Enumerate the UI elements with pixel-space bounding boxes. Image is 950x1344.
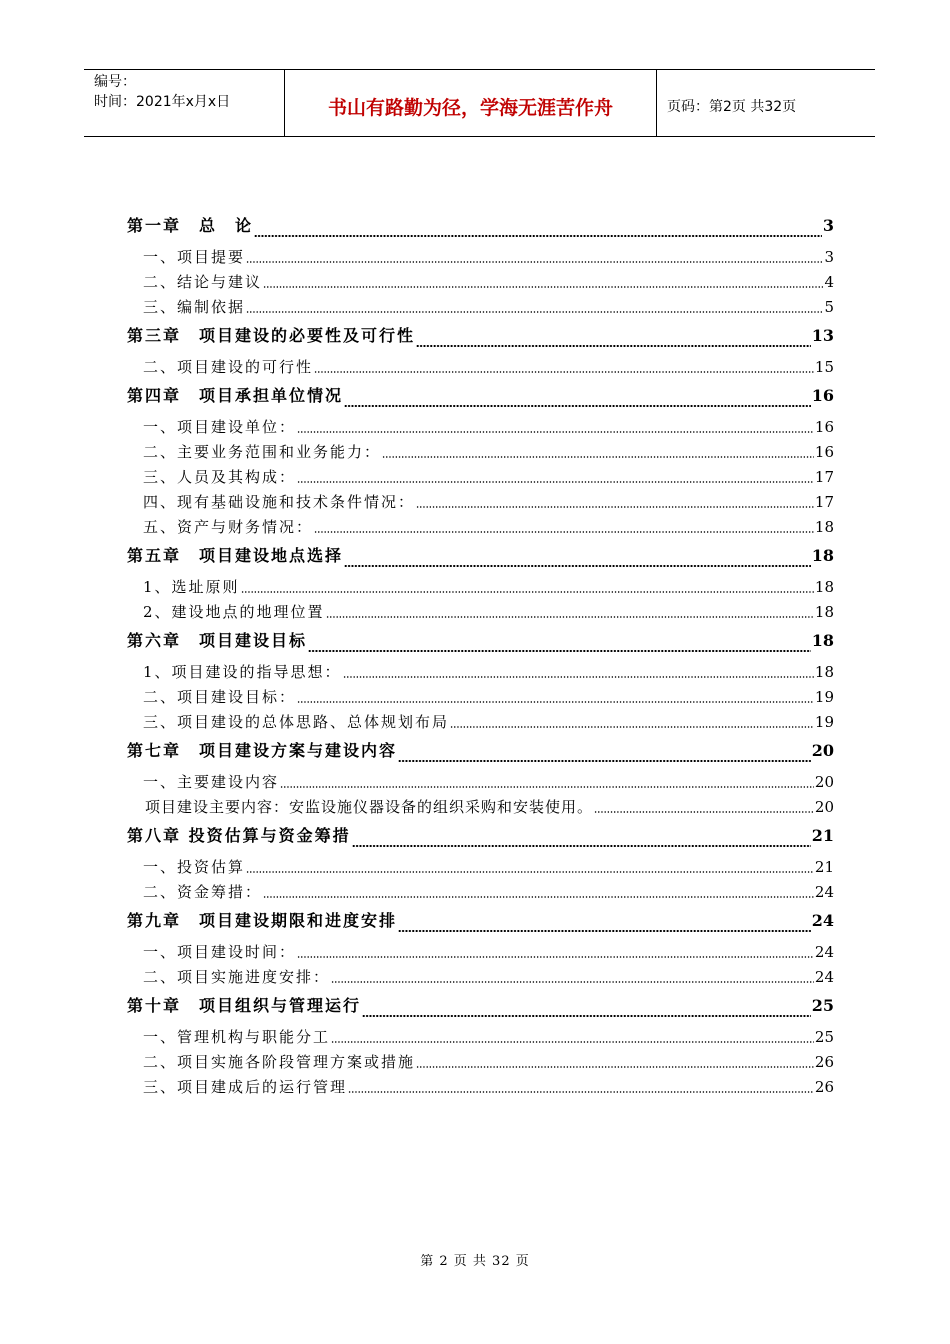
toc-section-entry[interactable]	[127, 270, 834, 295]
toc-dot-leader	[362, 1015, 811, 1017]
toc-entry-title: 二、主要业务范围和业务能力：	[143, 443, 382, 461]
toc-dot-leader	[398, 760, 811, 762]
toc-section-entry[interactable]	[127, 1025, 834, 1050]
toc-entry-page: 15	[814, 358, 834, 376]
toc-chapter-entry[interactable]	[127, 210, 834, 245]
toc-dot-leader	[314, 531, 814, 533]
toc-dot-leader	[297, 956, 814, 958]
toc-dot-leader	[343, 676, 814, 678]
document-time-label: 时间：2021年x月x日	[94, 94, 231, 110]
toc-chapter-entry[interactable]	[127, 990, 834, 1025]
header-motto: 书山有路勤为径，学海无涯苦作舟	[285, 70, 657, 136]
toc-section-entry[interactable]	[127, 940, 834, 965]
toc-entry-title: 二、项目建设目标：	[143, 688, 297, 706]
toc-entry-page: 18	[814, 518, 834, 536]
toc-entry-page: 24	[814, 968, 834, 986]
toc-dot-leader	[416, 345, 811, 347]
toc-entry-page: 13	[811, 326, 834, 345]
toc-entry-page: 25	[811, 996, 834, 1015]
page-footer: 第 2 页 共 32 页	[420, 1254, 530, 1269]
toc-section-entry[interactable]	[127, 1050, 834, 1075]
toc-entry-page: 20	[814, 773, 834, 791]
toc-entry-title: 三、人员及其构成：	[143, 468, 297, 486]
toc-dot-leader	[382, 456, 814, 458]
toc-entry-page: 3	[824, 248, 834, 266]
toc-section-entry[interactable]	[127, 465, 834, 490]
toc-chapter-entry[interactable]	[127, 320, 834, 355]
toc-entry-title: 三、项目建成后的运行管理	[143, 1078, 348, 1096]
toc-section-entry[interactable]	[127, 490, 834, 515]
toc-dot-leader	[297, 431, 814, 433]
toc-entry-title: 第一章 总 论	[127, 216, 254, 235]
toc-entry-page: 18	[814, 578, 834, 596]
toc-section-entry[interactable]	[127, 685, 834, 710]
toc-chapter-entry[interactable]	[127, 820, 834, 855]
toc-section-entry[interactable]	[127, 710, 834, 735]
toc-entry-title: 第四章 项目承担单位情况	[127, 386, 344, 405]
toc-chapter-entry[interactable]	[127, 380, 834, 415]
toc-dot-leader	[241, 591, 814, 593]
toc-entry-title: 1、选址原则	[143, 578, 240, 596]
toc-section-entry[interactable]	[127, 515, 834, 540]
toc-dot-leader	[331, 981, 814, 983]
toc-entry-title: 第九章 项目建设期限和进度安排	[127, 911, 398, 930]
toc-entry-title: 二、项目建设的可行性	[143, 358, 314, 376]
toc-entry-page: 18	[814, 663, 834, 681]
table-of-contents	[127, 210, 834, 1100]
toc-entry-title: 第八章 投资估算与资金筹措	[127, 826, 351, 845]
page-header	[84, 69, 875, 137]
toc-entry-title: 一、项目建设单位：	[143, 418, 297, 436]
toc-entry-page: 19	[814, 688, 834, 706]
toc-entry-page: 16	[814, 418, 834, 436]
toc-chapter-entry[interactable]	[127, 625, 834, 660]
toc-chapter-entry[interactable]	[127, 540, 834, 575]
toc-entry-page: 19	[814, 713, 834, 731]
toc-entry-page: 24	[814, 883, 834, 901]
toc-dot-leader	[416, 506, 814, 508]
toc-entry-title: 二、项目实施进度安排：	[143, 968, 331, 986]
toc-dot-leader	[263, 286, 823, 288]
toc-entry-page: 21	[811, 826, 834, 845]
toc-entry-page: 20	[811, 741, 834, 760]
toc-entry-page: 24	[814, 943, 834, 961]
toc-entry-title: 四、现有基础设施和技术条件情况：	[143, 493, 416, 511]
toc-entry-title: 五、资产与财务情况：	[143, 518, 314, 536]
toc-section-entry[interactable]	[127, 770, 834, 795]
toc-entry-title: 第六章 项目建设目标	[127, 631, 308, 650]
toc-dot-leader	[314, 371, 814, 373]
header-page-number: 页码：第2页 共32页	[667, 99, 797, 115]
toc-dot-leader	[254, 235, 822, 237]
toc-entry-page: 25	[814, 1028, 834, 1046]
toc-dot-leader	[308, 650, 811, 652]
toc-entry-page: 4	[824, 273, 834, 291]
toc-dot-leader	[348, 1091, 814, 1093]
toc-entry-page: 17	[814, 468, 834, 486]
toc-dot-leader	[297, 481, 814, 483]
toc-entry-title: 第五章 项目建设地点选择	[127, 546, 344, 565]
toc-entry-title: 第三章 项目建设的必要性及可行性	[127, 326, 416, 345]
toc-entry-page: 17	[814, 493, 834, 511]
toc-entry-title: 三、编制依据	[143, 298, 246, 316]
toc-section-entry[interactable]	[127, 415, 834, 440]
toc-entry-page: 21	[814, 858, 834, 876]
toc-dot-leader	[326, 616, 814, 618]
toc-entry-title: 三、项目建设的总体思路、总体规划布局	[143, 713, 450, 731]
toc-dot-leader	[297, 701, 814, 703]
toc-dot-leader	[450, 726, 814, 728]
toc-dot-leader	[594, 811, 814, 813]
toc-entry-title: 一、投资估算	[143, 858, 246, 876]
toc-dot-leader	[344, 405, 811, 407]
toc-entry-title: 第七章 项目建设方案与建设内容	[127, 741, 398, 760]
toc-entry-page: 5	[824, 298, 834, 316]
toc-dot-leader	[246, 871, 814, 873]
toc-entry-title: 2、建设地点的地理位置	[143, 603, 325, 621]
toc-chapter-entry[interactable]	[127, 735, 834, 770]
toc-section-entry[interactable]	[127, 880, 834, 905]
toc-section-entry[interactable]	[127, 440, 834, 465]
toc-entry-page: 16	[814, 443, 834, 461]
toc-entry-page: 24	[811, 911, 834, 930]
document-number-label: 编号：	[94, 74, 136, 90]
toc-entry-title: 一、管理机构与职能分工	[143, 1028, 331, 1046]
toc-entry-page: 3	[822, 216, 834, 235]
toc-section-entry[interactable]	[127, 600, 834, 625]
toc-entry-title: 第十章 项目组织与管理运行	[127, 996, 362, 1015]
toc-entry-title: 项目建设主要内容：安监设施仪器设备的组织采购和安装使用。	[145, 798, 594, 816]
toc-section-entry[interactable]	[127, 575, 834, 600]
toc-entry-title: 一、项目建设时间：	[143, 943, 297, 961]
toc-entry-page: 18	[811, 631, 834, 650]
toc-entry-page: 26	[814, 1053, 834, 1071]
toc-dot-leader	[263, 896, 814, 898]
toc-section-entry[interactable]	[127, 965, 834, 990]
toc-entry-page: 18	[814, 603, 834, 621]
toc-entry-title: 一、项目提要	[143, 248, 246, 266]
toc-section-entry[interactable]	[127, 660, 834, 685]
toc-section-entry[interactable]	[127, 795, 834, 820]
toc-entry-page: 26	[814, 1078, 834, 1096]
toc-entry-title: 二、项目实施各阶段管理方案或措施	[143, 1053, 416, 1071]
toc-section-entry[interactable]	[127, 295, 834, 320]
toc-section-entry[interactable]	[127, 1075, 834, 1100]
toc-dot-leader	[246, 311, 823, 313]
toc-entry-page: 18	[811, 546, 834, 565]
toc-entry-title: 一、主要建设内容	[143, 773, 280, 791]
toc-entry-title: 二、资金筹措：	[143, 883, 263, 901]
toc-section-entry[interactable]	[127, 245, 834, 270]
toc-dot-leader	[344, 565, 811, 567]
toc-section-entry[interactable]	[127, 355, 834, 380]
toc-dot-leader	[398, 930, 811, 932]
toc-entry-page: 16	[811, 386, 834, 405]
toc-chapter-entry[interactable]	[127, 905, 834, 940]
toc-dot-leader	[416, 1066, 814, 1068]
header-meta	[84, 70, 285, 136]
toc-section-entry[interactable]	[127, 855, 834, 880]
toc-dot-leader	[246, 261, 823, 263]
toc-dot-leader	[331, 1041, 814, 1043]
toc-entry-title: 二、结论与建议	[143, 273, 263, 291]
toc-dot-leader	[280, 786, 814, 788]
toc-entry-page: 20	[814, 798, 834, 816]
toc-entry-title: 1、项目建设的指导思想：	[143, 663, 342, 681]
toc-dot-leader	[352, 845, 811, 847]
